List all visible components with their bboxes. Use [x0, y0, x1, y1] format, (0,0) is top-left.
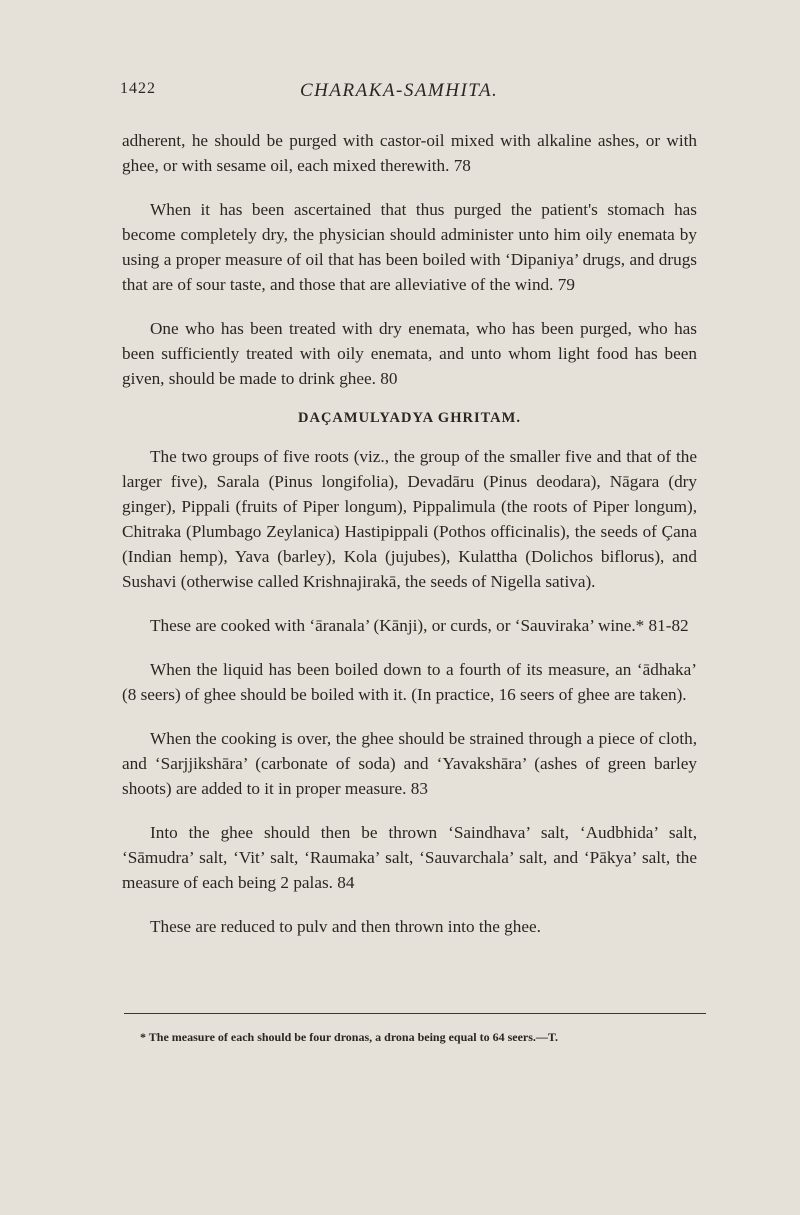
- page-header: [120, 80, 700, 104]
- page-number: 1422: [120, 80, 156, 97]
- paragraph-9: These are reduced to pulv and then thrown into the ghee.: [150, 917, 541, 936]
- paragraph-6: When the liquid has been boiled down to a fourth of its measure, an ‘ādhaka’ (8 seers) of ghee should be boiled with it. (In practice, 16 seers of ghee are taken).: [122, 660, 697, 704]
- paragraph-3: One who has been treated with dry enemata, who has been purged, who has been sufficiently treated with oily enemata, and unto whom light food has been given, should be made to drink ghee. 80: [122, 319, 697, 388]
- footnote: * The measure of each should be four dronas, a drona being equal to 64 seers.—T.: [140, 1030, 559, 1044]
- paragraph-4: The two groups of five roots (viz., the group of the smaller five and that of the larger five), Sarala (Pinus longifolia), Devadāru (Pinus deodara), Nāgara (dry ginger), Pippali (fruits of Piper longum), Pippalimula (the roots of Piper longum), Chitraka (Plumbago Zeylanica) Hastipippali (Pothos officinalis), the seeds of Çana (Indian hemp), Yava (barley), Kola (jujubes), Kulattha (Dolichos biflorus), and Sushavi (otherwise called Krishnajirakā, the seeds of Nigella sativa).: [122, 447, 697, 591]
- section-heading: DAÇAMULYADYA GHRITAM.: [298, 410, 521, 426]
- footnote-divider: [124, 1013, 706, 1014]
- paragraph-8: Into the ghee should then be thrown ‘Saindhava’ salt, ‘Audbhida’ salt, ‘Sāmudra’ salt, ‘Vit’ salt, ‘Raumaka’ salt, ‘Sauvarchala’ salt, and ‘Pākya’ salt, the measure of each being 2 palas. 84: [122, 823, 697, 892]
- running-title: CHARAKA-SAMHITA.: [300, 80, 499, 101]
- paragraph-5: These are cooked with ‘āranala’ (Kānji), or curds, or ‘Sauviraka’ wine.* 81-82: [150, 616, 689, 635]
- paragraph-1: adherent, he should be purged with castor-oil mixed with alkaline ashes, or with ghee, or with sesame oil, each mixed therewith. 78: [122, 131, 697, 175]
- paragraph-7: When the cooking is over, the ghee should be strained through a piece of cloth, and ‘Sarjjikshāra’ (carbonate of soda) and ‘Yavakshāra’ (ashes of green barley shoots) are added to it in proper measure. 83: [122, 729, 697, 798]
- paragraph-2: When it has been ascertained that thus purged the patient's stomach has become completely dry, the physician should administer unto him oily enemata by using a proper measure of oil that has been boiled with ‘Dipaniya’ drugs, and drugs that are of sour taste, and those that are alleviative of the wind. 79: [122, 200, 697, 294]
- page-body: [122, 128, 697, 958]
